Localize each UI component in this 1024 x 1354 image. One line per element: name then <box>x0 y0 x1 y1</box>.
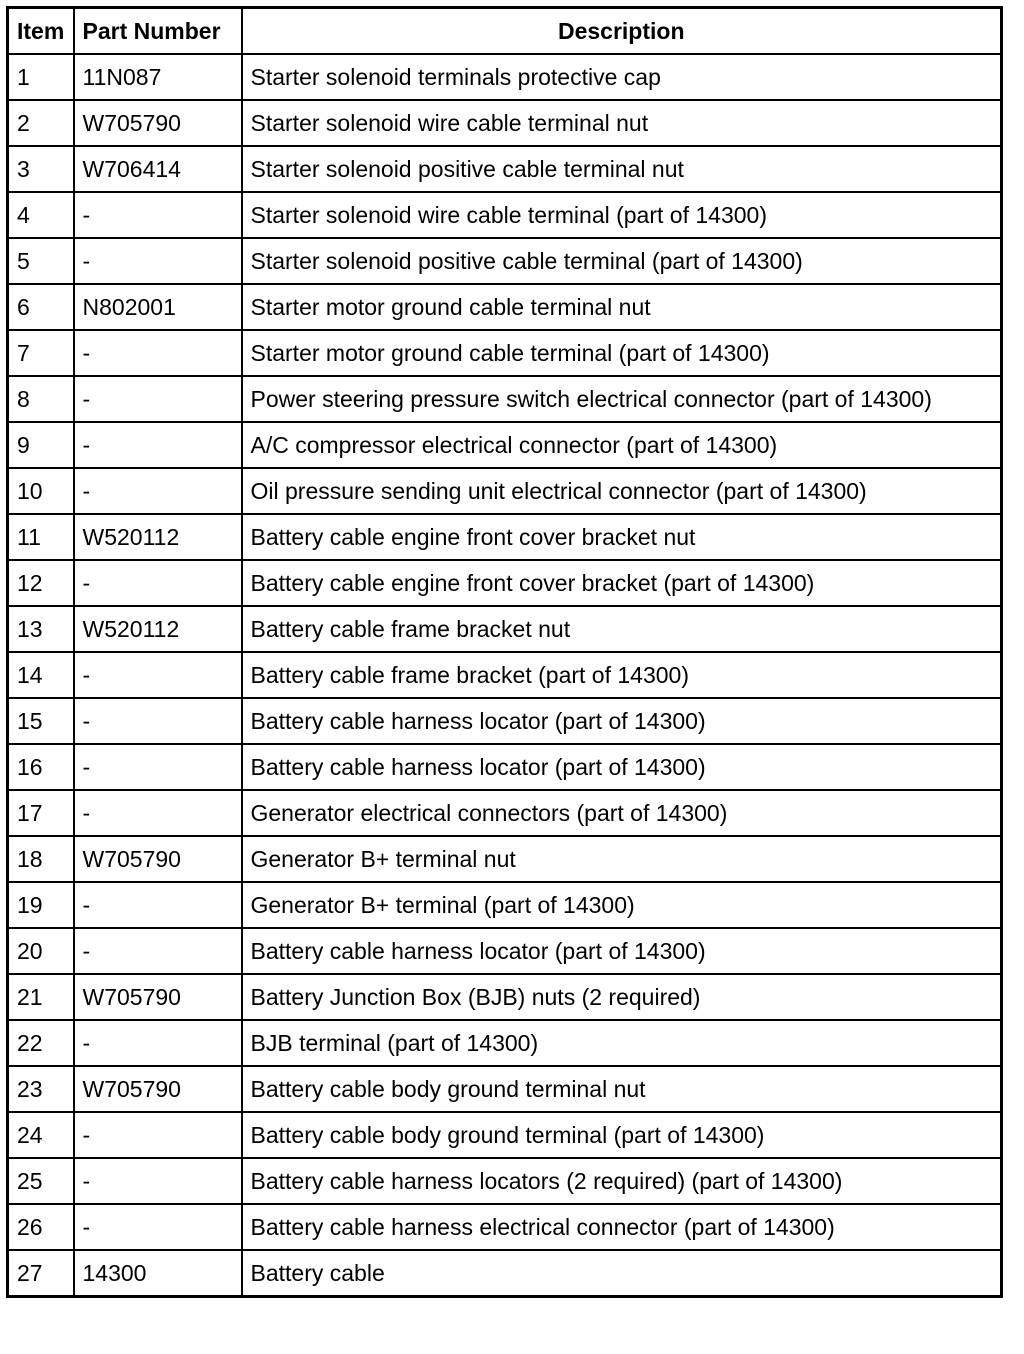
table-row <box>8 238 1002 284</box>
row-item-cell: 18 <box>8 836 74 882</box>
table-row <box>8 652 1002 698</box>
table-row <box>8 1066 1002 1112</box>
row-part-number-cell: - <box>74 560 242 606</box>
row-part-number-cell: - <box>74 744 242 790</box>
table-row <box>8 698 1002 744</box>
table-row <box>8 560 1002 606</box>
parts-table <box>6 6 1003 1298</box>
row-part-number-cell: - <box>74 790 242 836</box>
row-part-number-cell: - <box>74 330 242 376</box>
table-row <box>8 606 1002 652</box>
table-row <box>8 1020 1002 1066</box>
row-item-cell: 16 <box>8 744 74 790</box>
row-item-cell: 22 <box>8 1020 74 1066</box>
row-description-cell: Battery cable harness electrical connector (part of 14300) <box>242 1204 1002 1250</box>
table-row <box>8 192 1002 238</box>
row-item-cell: 2 <box>8 100 74 146</box>
row-item-cell: 23 <box>8 1066 74 1112</box>
row-item-cell: 19 <box>8 882 74 928</box>
header-item: Item <box>8 8 74 55</box>
row-description-cell: Oil pressure sending unit electrical connector (part of 14300) <box>242 468 1002 514</box>
header-part-number: Part Number <box>74 8 242 55</box>
row-item-cell: 11 <box>8 514 74 560</box>
table-row <box>8 146 1002 192</box>
row-description-cell: Battery cable engine front cover bracket nut <box>242 514 1002 560</box>
table-row <box>8 974 1002 1020</box>
row-description-cell: Battery cable frame bracket (part of 14300) <box>242 652 1002 698</box>
row-item-cell: 9 <box>8 422 74 468</box>
table-row <box>8 744 1002 790</box>
row-description-cell: Starter solenoid positive cable terminal nut <box>242 146 1002 192</box>
table-row <box>8 928 1002 974</box>
row-part-number-cell: W705790 <box>74 100 242 146</box>
row-item-cell: 17 <box>8 790 74 836</box>
row-item-cell: 26 <box>8 1204 74 1250</box>
row-item-cell: 15 <box>8 698 74 744</box>
row-description-cell: Battery cable harness locator (part of 14300) <box>242 698 1002 744</box>
table-row <box>8 284 1002 330</box>
row-item-cell: 27 <box>8 1250 74 1297</box>
row-part-number-cell: W520112 <box>74 606 242 652</box>
row-item-cell: 20 <box>8 928 74 974</box>
row-description-cell: Battery Junction Box (BJB) nuts (2 required) <box>242 974 1002 1020</box>
row-part-number-cell: - <box>74 1020 242 1066</box>
row-description-cell: Starter solenoid wire cable terminal nut <box>242 100 1002 146</box>
row-part-number-cell: W706414 <box>74 146 242 192</box>
row-part-number-cell: - <box>74 422 242 468</box>
row-description-cell: Generator B+ terminal (part of 14300) <box>242 882 1002 928</box>
row-description-cell: Battery cable body ground terminal (part of 14300) <box>242 1112 1002 1158</box>
row-item-cell: 7 <box>8 330 74 376</box>
table-row <box>8 422 1002 468</box>
header-description: Description <box>242 8 1002 55</box>
row-description-cell: Power steering pressure switch electrical connector (part of 14300) <box>242 376 1002 422</box>
row-part-number-cell: - <box>74 192 242 238</box>
row-part-number-cell: - <box>74 652 242 698</box>
table-row <box>8 1204 1002 1250</box>
row-description-cell: Battery cable frame bracket nut <box>242 606 1002 652</box>
row-item-cell: 21 <box>8 974 74 1020</box>
row-part-number-cell: - <box>74 238 242 284</box>
row-description-cell: Starter motor ground cable terminal nut <box>242 284 1002 330</box>
row-part-number-cell: W705790 <box>74 836 242 882</box>
row-item-cell: 1 <box>8 54 74 100</box>
row-description-cell: Battery cable harness locator (part of 14300) <box>242 744 1002 790</box>
row-description-cell: Generator electrical connectors (part of 14300) <box>242 790 1002 836</box>
table-row <box>8 54 1002 100</box>
row-item-cell: 3 <box>8 146 74 192</box>
row-description-cell: Battery cable engine front cover bracket (part of 14300) <box>242 560 1002 606</box>
row-description-cell: Starter solenoid positive cable terminal (part of 14300) <box>242 238 1002 284</box>
row-item-cell: 8 <box>8 376 74 422</box>
row-item-cell: 14 <box>8 652 74 698</box>
table-row <box>8 468 1002 514</box>
row-item-cell: 12 <box>8 560 74 606</box>
row-part-number-cell: W705790 <box>74 1066 242 1112</box>
table-row <box>8 1112 1002 1158</box>
row-description-cell: Battery cable <box>242 1250 1002 1297</box>
row-part-number-cell: - <box>74 1112 242 1158</box>
row-item-cell: 4 <box>8 192 74 238</box>
row-description-cell: Starter motor ground cable terminal (part of 14300) <box>242 330 1002 376</box>
row-item-cell: 5 <box>8 238 74 284</box>
table-row <box>8 514 1002 560</box>
row-description-cell: Battery cable harness locator (part of 14300) <box>242 928 1002 974</box>
row-part-number-cell: 11N087 <box>74 54 242 100</box>
table-row <box>8 790 1002 836</box>
table-body <box>8 54 1002 1297</box>
table-row <box>8 1250 1002 1297</box>
row-description-cell: Starter solenoid terminals protective cap <box>242 54 1002 100</box>
table-row <box>8 1158 1002 1204</box>
row-part-number-cell: - <box>74 468 242 514</box>
row-item-cell: 25 <box>8 1158 74 1204</box>
row-part-number-cell: - <box>74 376 242 422</box>
row-part-number-cell: W520112 <box>74 514 242 560</box>
row-part-number-cell: - <box>74 882 242 928</box>
table-header <box>8 8 1002 55</box>
row-part-number-cell: - <box>74 698 242 744</box>
row-description-cell: Starter solenoid wire cable terminal (part of 14300) <box>242 192 1002 238</box>
row-item-cell: 10 <box>8 468 74 514</box>
row-part-number-cell: - <box>74 1204 242 1250</box>
row-item-cell: 6 <box>8 284 74 330</box>
table-row <box>8 330 1002 376</box>
header-row <box>8 8 1002 55</box>
table-row <box>8 882 1002 928</box>
table-row <box>8 376 1002 422</box>
table-row <box>8 100 1002 146</box>
row-part-number-cell: 14300 <box>74 1250 242 1297</box>
row-description-cell: A/C compressor electrical connector (part of 14300) <box>242 422 1002 468</box>
row-description-cell: BJB terminal (part of 14300) <box>242 1020 1002 1066</box>
row-part-number-cell: - <box>74 1158 242 1204</box>
row-description-cell: Battery cable harness locators (2 required) (part of 14300) <box>242 1158 1002 1204</box>
row-part-number-cell: N802001 <box>74 284 242 330</box>
row-part-number-cell: W705790 <box>74 974 242 1020</box>
row-description-cell: Generator B+ terminal nut <box>242 836 1002 882</box>
table-row <box>8 836 1002 882</box>
row-description-cell: Battery cable body ground terminal nut <box>242 1066 1002 1112</box>
row-item-cell: 24 <box>8 1112 74 1158</box>
row-part-number-cell: - <box>74 928 242 974</box>
row-item-cell: 13 <box>8 606 74 652</box>
